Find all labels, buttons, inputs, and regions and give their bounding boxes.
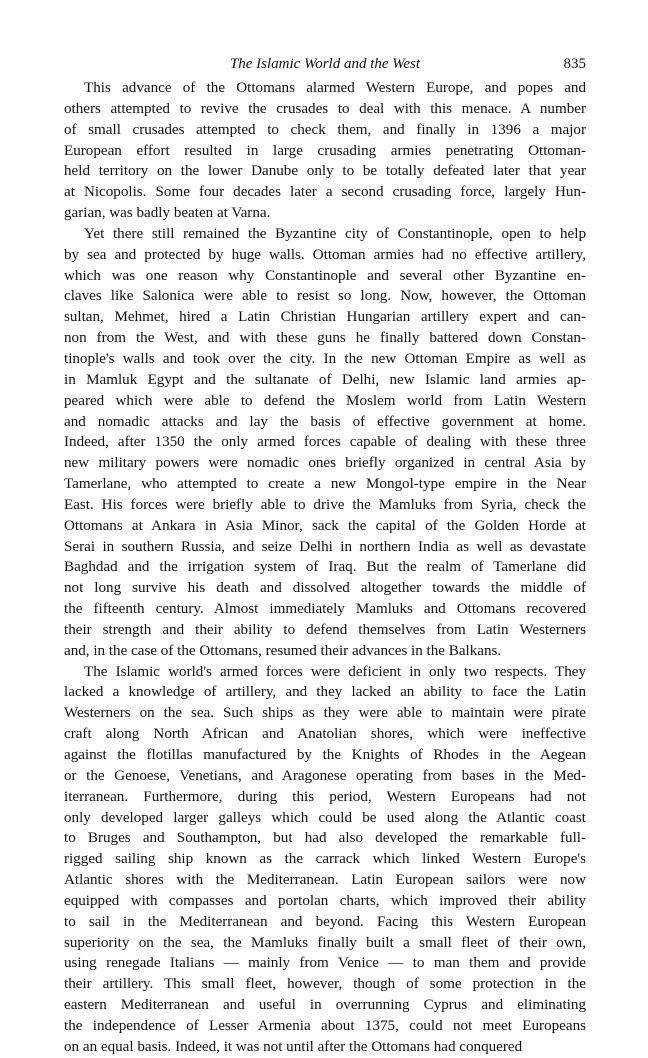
- text-line: Yet there still remained the Byzantine city of Constantinople, open to help: [84, 225, 586, 242]
- running-head: [64, 50, 586, 78]
- text-line: by sea and protected by huge walls. Ottoman armies had no effective artillery,: [64, 246, 586, 263]
- text-line: This advance of the Ottomans alarmed Western Europe, and popes and: [84, 80, 586, 96]
- text-line: on an equal basis. Indeed, it was not until after the Ottomans had conquered: [64, 1038, 523, 1055]
- text-line: the independence of Lesser Armenia about 1375, could not meet Europeans: [64, 1017, 586, 1034]
- text-line: Indeed, after 1350 the only armed forces capable of dealing with these three: [64, 434, 586, 451]
- body-text: [64, 78, 586, 1058]
- text-line: not long survive his death and dissolved altogether towards the middle of: [64, 580, 586, 597]
- text-line: lacked a knowledge of artillery, and they lacked an ability to face the Latin: [64, 684, 586, 701]
- text-line: equipped with compasses and portolan charts, which improved their ability: [64, 892, 586, 909]
- book-page: [64, 50, 586, 1058]
- text-line: Ottomans at Ankara in Asia Minor, sack the capital of the Golden Horde at: [64, 517, 586, 534]
- text-line: craft along North African and Anatolian shores, which were ineffective: [64, 726, 586, 743]
- text-line: to sail in the Mediterranean and beyond. Facing this Western European: [64, 913, 586, 930]
- text-line: East. His forces were briefly able to drive the Mamluks from Syria, check the: [64, 496, 586, 513]
- text-line: superiority on the sea, the Mamluks finally built a small fleet of their own,: [64, 934, 586, 951]
- text-line: eastern Mediterranean and useful in overrunning Cyprus and eliminating: [64, 997, 586, 1014]
- text-line: Tamerlane, who attempted to create a new Mongol-type empire in the Near: [64, 476, 586, 493]
- text-line: sultan, Mehmet, hired a Latin Christian Hungarian artillery expert and can-: [64, 309, 586, 326]
- text-line: iterranean. Furthermore, during this period, Western Europeans had not: [64, 788, 586, 805]
- paragraph: [64, 662, 586, 1058]
- running-title: The Islamic World and the West: [229, 56, 421, 72]
- text-line: which was one reason why Constantinople and several other Byzantine en-: [64, 267, 586, 284]
- paragraph: [64, 78, 586, 224]
- text-line: in Mamluk Egypt and the sultanate of Delhi, new Islamic land armies ap-: [64, 371, 586, 388]
- text-line: new military powers were nomadic ones briefly organized in central Asia by: [64, 455, 586, 472]
- text-line: only developed larger galleys which could be used along the Atlantic coast: [64, 809, 586, 826]
- paragraph: [64, 224, 586, 662]
- text-line: garian, was badly beaten at Varna.: [64, 205, 271, 222]
- text-line: European effort resulted in large crusading armies penetrating Ottoman-: [64, 142, 586, 159]
- text-line: Atlantic shores with the Mediterranean. Latin European sailors were now: [64, 872, 586, 889]
- text-line: claves like Salonica were able to resist so long. Now, however, the Ottoman: [64, 288, 586, 305]
- text-line: tinople's walls and took over the city. In the new Ottoman Empire as well as: [64, 350, 586, 367]
- text-line: their artillery. This small fleet, however, though of some protection in the: [64, 976, 586, 993]
- text-line: rigged sailing ship known as the carrack which linked Western Europe's: [64, 851, 586, 868]
- text-line: non from the West, and with these guns he finally battered down Constan-: [64, 330, 586, 347]
- text-line: Serai in southern Russia, and seize Delhi in northern India as well as devastate: [64, 538, 586, 555]
- text-line: or the Genoese, Venetians, and Aragonese operating from bases in the Med-: [64, 767, 586, 784]
- page-number: 835: [563, 56, 586, 72]
- text-line: The Islamic world's armed forces were deficient in only two respects. They: [84, 663, 586, 680]
- text-line: their strength and their ability to defend themselves from Latin Westerners: [64, 621, 586, 638]
- text-line: and nomadic attacks and lay the basis of effective government at home.: [64, 413, 586, 430]
- text-line: peared which were able to defend the Moslem world from Latin Western: [64, 392, 586, 409]
- text-line: against the flotillas manufactured by the Knights of Rhodes in the Aegean: [64, 747, 586, 763]
- text-line: at Nicopolis. Some four decades later a second crusading force, largely Hun-: [64, 184, 586, 201]
- text-line: Baghdad and the irrigation system of Iraq. But the realm of Tamerlane did: [64, 559, 586, 576]
- text-line: using renegade Italians — mainly from Venice — to man them and provide: [64, 955, 586, 972]
- text-line: the fifteenth century. Almost immediately Mamluks and Ottomans recovered: [64, 601, 586, 618]
- text-line: Westerners on the sea. Such ships as they were able to maintain were pirate: [64, 705, 586, 722]
- text-line: others attempted to revive the crusades to deal with this menace. A number: [64, 100, 586, 117]
- text-line: held territory on the lower Danube only to be totally defeated later that year: [64, 163, 586, 180]
- text-line: of small crusades attempted to check them, and finally in 1396 a major: [64, 121, 586, 138]
- text-line: to Bruges and Southampton, but had also developed the remarkable full-: [64, 830, 586, 847]
- text-line: and, in the case of the Ottomans, resumed their advances in the Balkans.: [64, 642, 502, 659]
